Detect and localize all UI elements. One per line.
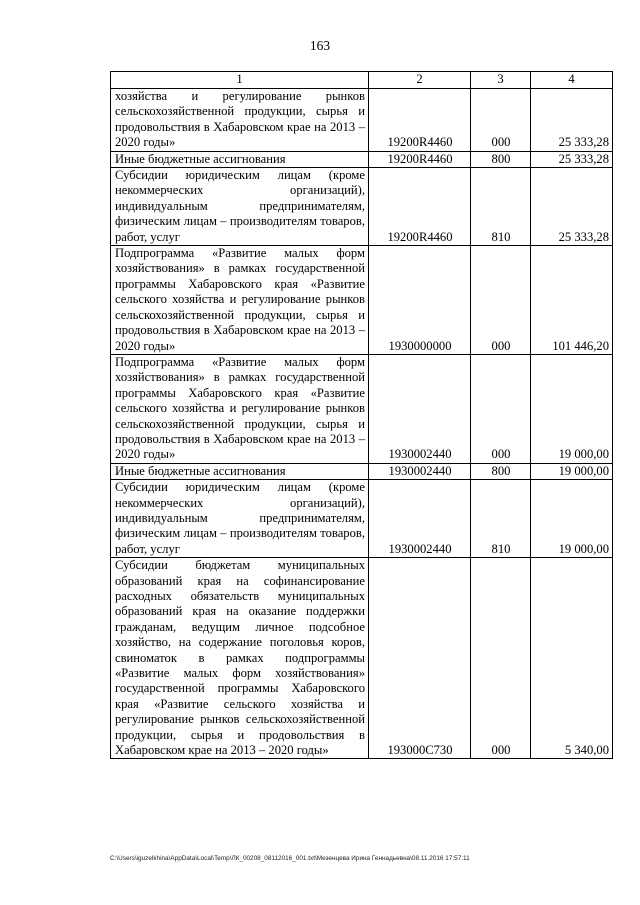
header-cell: 2 [369,72,471,89]
row-amount: 19 000,00 [531,480,613,558]
row-expense-type: 000 [471,558,531,759]
table-row [111,480,613,558]
row-amount: 19 000,00 [531,463,613,479]
row-amount: 25 333,28 [531,151,613,167]
row-target-code: 1930000000 [369,246,471,355]
row-amount: 25 333,28 [531,168,613,246]
row-target-code: 193000С730 [369,558,471,759]
row-target-code: 1930002440 [369,354,471,463]
row-description: Субсидии бюджетам муниципальных образований края на софинансирование расходных обязательств муниципальных образований края на оказание поддержки гражданам, ведущим личное подсобное хозяйство, на содержание поголовья коров, свиноматок в рамках подпрограммы «Развитие малых форм хозяйствования» государственной программы Хабаровского края «Развитие сельского хозяйства и регулирование рынков сельскохозяйственной продукции, сырья и продовольствия в Хабаровском крае на 2013 – 2020 годы» [111,558,369,759]
row-expense-type: 810 [471,168,531,246]
row-expense-type: 000 [471,354,531,463]
table-row [111,463,613,479]
file-path-footer: C:\Users\iguzelkhina\AppData\Local\Temp\ЛК_00208_08112016_001.txt\Мезенцева Ирина Геннадьевна\08.11.2016 17:57:11 [110,855,470,862]
row-description: Субсидии юридическим лицам (кроме некоммерческих организаций), индивидуальным предпринимателям, физическим лицам – производителям товаров, работ, услуг [111,168,369,246]
table-header-row [111,72,613,89]
row-target-code: 19200R4460 [369,168,471,246]
budget-table [110,71,613,759]
table-row [111,89,613,152]
table-row [111,558,613,759]
header-cell: 3 [471,72,531,89]
row-amount: 19 000,00 [531,354,613,463]
row-amount: 101 446,20 [531,246,613,355]
row-expense-type: 800 [471,463,531,479]
row-expense-type: 000 [471,89,531,152]
row-expense-type: 800 [471,151,531,167]
row-target-code: 19200R4460 [369,89,471,152]
row-target-code: 1930002440 [369,463,471,479]
table-row [111,354,613,463]
table-row [111,151,613,167]
row-expense-type: 810 [471,480,531,558]
header-cell: 1 [111,72,369,89]
row-amount: 25 333,28 [531,89,613,152]
row-description: Подпрограмма «Развитие малых форм хозяйствования» в рамках государственной программы Хабаровского края «Развитие сельского хозяйства и регулирование рынков сельскохозяйственной продукции, сырья и продовольствия в Хабаровском крае на 2013 – 2020 годы» [111,354,369,463]
table-row [111,168,613,246]
row-description: Иные бюджетные ассигнования [111,151,369,167]
row-expense-type: 000 [471,246,531,355]
header-cell: 4 [531,72,613,89]
row-amount: 5 340,00 [531,558,613,759]
row-description: Субсидии юридическим лицам (кроме некоммерческих организаций), индивидуальным предпринимателям, физическим лицам – производителям товаров, работ, услуг [111,480,369,558]
table-row [111,246,613,355]
row-description: Иные бюджетные ассигнования [111,463,369,479]
row-description: Подпрограмма «Развитие малых форм хозяйствования» в рамках государственной программы Хабаровского края «Развитие сельского хозяйства и регулирование рынков сельскохозяйственной продукции, сырья и продовольствия в Хабаровском крае на 2013 – 2020 годы» [111,246,369,355]
page-number: 163 [309,38,331,53]
row-target-code: 1930002440 [369,480,471,558]
row-description: хозяйства и регулирование рынков сельскохозяйственной продукции, сырья и продовольствия в Хабаровском крае на 2013 – 2020 годы» [111,89,369,152]
row-target-code: 19200R4460 [369,151,471,167]
